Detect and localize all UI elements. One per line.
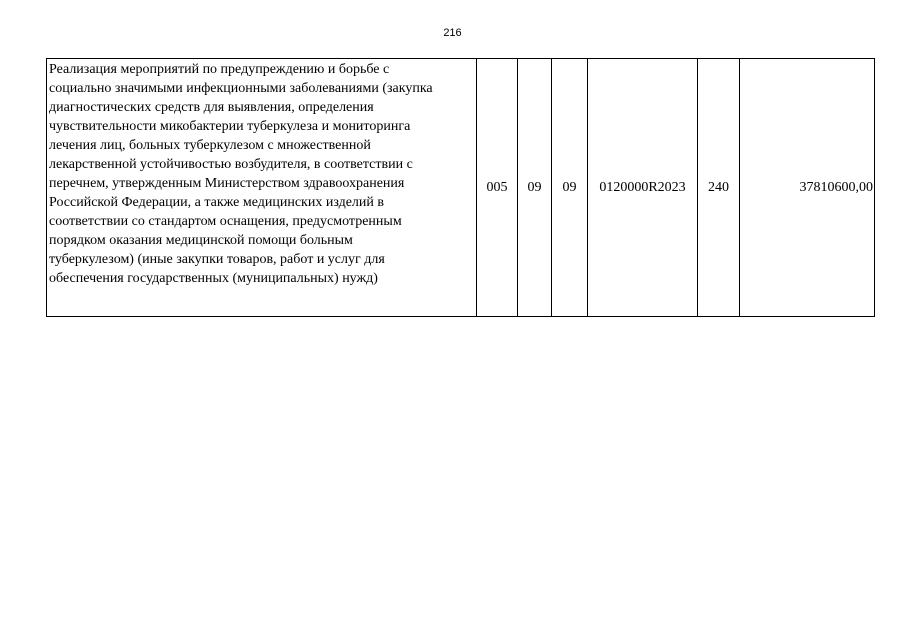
description-line: соответствии со стандартом оснащения, предусмотренным [49, 214, 402, 229]
page-number: 216 [443, 27, 462, 39]
description-line: порядком оказания медицинской помощи больным [49, 233, 353, 248]
description-line: обеспечения государственных (муниципальных) нужд) [49, 271, 378, 286]
budget-table [46, 58, 875, 317]
subsection-code-cell: 09 [552, 59, 588, 317]
description-line: чувствительности микобактерии туберкулеза и мониторинга [49, 119, 411, 134]
description-line: лекарственной устойчивостью возбудителя, в соответствии с [49, 157, 413, 172]
description-line: перечнем, утвержденным Министерством здравоохранения [49, 176, 405, 191]
section-code-cell: 09 [518, 59, 552, 317]
target-article-cell: 0120000R2023 [588, 59, 698, 317]
description-line: лечения лиц, больных туберкулезом с множественной [49, 138, 371, 153]
amount-cell: 37810600,00 [740, 59, 875, 317]
table-row [47, 59, 875, 317]
expense-type-cell: 240 [698, 59, 740, 317]
description-line: туберкулезом) (иные закупки товаров, работ и услуг для [49, 252, 385, 267]
description-line: Реализация мероприятий по предупреждению и борьбе с [49, 62, 390, 77]
ministry-code-cell: 005 [477, 59, 518, 317]
description-line: социально значимыми инфекционными заболеваниями (закупка [49, 81, 433, 96]
description-line: диагностических средств для выявления, определения [49, 100, 374, 115]
expense-description-cell [47, 59, 477, 317]
description-line: Российской Федерации, а также медицинских изделий в [49, 195, 385, 210]
